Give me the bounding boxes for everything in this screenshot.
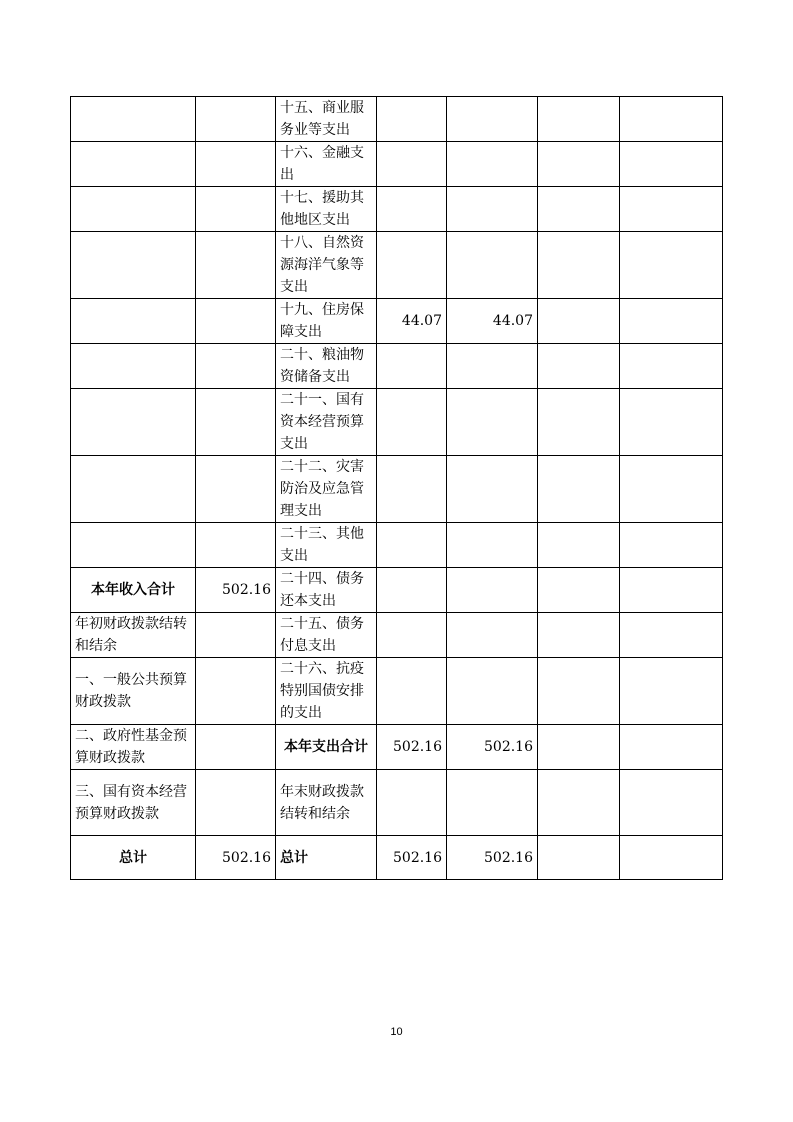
expense-item-cell: 十五、商业服务业等支出 [276,97,377,142]
income-amount-cell [196,523,276,568]
expense-item-cell: 十七、援助其他地区支出 [276,187,377,232]
expense-total-cell [377,97,447,142]
expense-capital-cell [620,770,723,836]
expense-general-cell: 44.07 [447,299,538,344]
income-amount-cell [196,232,276,299]
expense-general-cell [447,456,538,523]
expense-capital-cell [620,725,723,770]
expense-item-cell: 二十、粮油物资储备支出 [276,344,377,389]
table-row [71,299,723,344]
expense-fund-cell [538,97,620,142]
expense-general-cell: 502.16 [447,836,538,880]
expense-item-cell: 二十五、债务付息支出 [276,613,377,658]
expense-fund-cell [538,142,620,187]
expense-total-cell [377,658,447,725]
income-amount-cell [196,344,276,389]
income-amount-cell [196,97,276,142]
income-item-cell [71,344,196,389]
table-row [71,613,723,658]
table-row [71,389,723,456]
income-amount-cell [196,456,276,523]
page-number: 10 [390,1026,403,1038]
income-amount-cell [196,658,276,725]
income-amount-cell [196,770,276,836]
expense-fund-cell [538,770,620,836]
table-row [71,456,723,523]
expense-fund-cell [538,613,620,658]
income-amount-cell [196,187,276,232]
expense-general-cell [447,613,538,658]
expense-capital-cell [620,344,723,389]
expense-general-cell [447,568,538,613]
expense-total-cell [377,613,447,658]
table-row [71,658,723,725]
expense-total-cell [377,456,447,523]
expense-item-cell: 二十二、灾害防治及应急管理支出 [276,456,377,523]
expense-capital-cell [620,523,723,568]
expense-general-cell [447,770,538,836]
expense-item-cell: 十八、自然资源海洋气象等支出 [276,232,377,299]
expense-capital-cell [620,142,723,187]
table-row [71,725,723,770]
expense-general-cell [447,658,538,725]
income-item-cell [71,142,196,187]
expense-general-cell [447,344,538,389]
expense-item-cell: 二十三、其他支出 [276,523,377,568]
expense-fund-cell [538,523,620,568]
expense-item-cell: 十九、住房保障支出 [276,299,377,344]
expense-capital-cell [620,97,723,142]
income-item-cell [71,456,196,523]
table-row [71,142,723,187]
expense-item-cell: 年末财政拨款结转和结余 [276,770,377,836]
expense-item-cell: 二十四、债务还本支出 [276,568,377,613]
expense-general-cell [447,523,538,568]
expense-total-cell [377,232,447,299]
expense-capital-cell [620,568,723,613]
expense-fund-cell [538,187,620,232]
expense-item-cell: 十六、金融支出 [276,142,377,187]
income-item-cell: 二、政府性基金预算财政拨款 [71,725,196,770]
expense-fund-cell [538,836,620,880]
expense-capital-cell [620,658,723,725]
expense-fund-cell [538,725,620,770]
budget-table [70,96,723,880]
income-amount-cell [196,389,276,456]
expense-fund-cell [538,389,620,456]
expense-fund-cell [538,568,620,613]
expense-general-cell [447,389,538,456]
income-item-cell [71,389,196,456]
table-row [71,770,723,836]
expense-general-cell [447,232,538,299]
income-item-cell [71,97,196,142]
income-item-cell [71,523,196,568]
income-item-cell [71,187,196,232]
expense-total-cell: 502.16 [377,725,447,770]
expense-fund-cell [538,232,620,299]
expense-total-cell [377,770,447,836]
expense-general-cell: 502.16 [447,725,538,770]
income-item-cell: 三、国有资本经营预算财政拨款 [71,770,196,836]
expense-general-cell [447,142,538,187]
expense-capital-cell [620,613,723,658]
income-amount-cell [196,725,276,770]
income-amount-cell: 502.16 [196,836,276,880]
expense-fund-cell [538,344,620,389]
expense-item-cell: 本年支出合计 [276,725,377,770]
income-amount-cell [196,142,276,187]
expense-total-cell: 502.16 [377,836,447,880]
expense-general-cell [447,187,538,232]
income-item-cell: 总计 [71,836,196,880]
income-item-cell [71,299,196,344]
table-row [71,568,723,613]
income-amount-cell: 502.16 [196,568,276,613]
table-row [71,523,723,568]
income-item-cell: 一、一般公共预算财政拨款 [71,658,196,725]
income-amount-cell [196,613,276,658]
income-item-cell [71,232,196,299]
expense-capital-cell [620,836,723,880]
income-item-cell: 年初财政拨款结转和结余 [71,613,196,658]
expense-capital-cell [620,456,723,523]
expense-total-cell [377,568,447,613]
expense-item-cell: 二十六、抗疫特别国债安排的支出 [276,658,377,725]
income-item-cell: 本年收入合计 [71,568,196,613]
expense-total-cell: 44.07 [377,299,447,344]
expense-total-cell [377,187,447,232]
table-row [71,187,723,232]
expense-fund-cell [538,658,620,725]
expense-capital-cell [620,232,723,299]
expense-fund-cell [538,456,620,523]
expense-fund-cell [538,299,620,344]
expense-capital-cell [620,389,723,456]
table-row [71,232,723,299]
expense-capital-cell [620,299,723,344]
expense-item-cell: 二十一、国有资本经营预算支出 [276,389,377,456]
expense-item-cell: 总计 [276,836,377,880]
table-row [71,836,723,880]
expense-total-cell [377,389,447,456]
income-amount-cell [196,299,276,344]
expense-total-cell [377,344,447,389]
expense-total-cell [377,142,447,187]
table-row [71,97,723,142]
expense-general-cell [447,97,538,142]
expense-capital-cell [620,187,723,232]
table-row [71,344,723,389]
expense-total-cell [377,523,447,568]
